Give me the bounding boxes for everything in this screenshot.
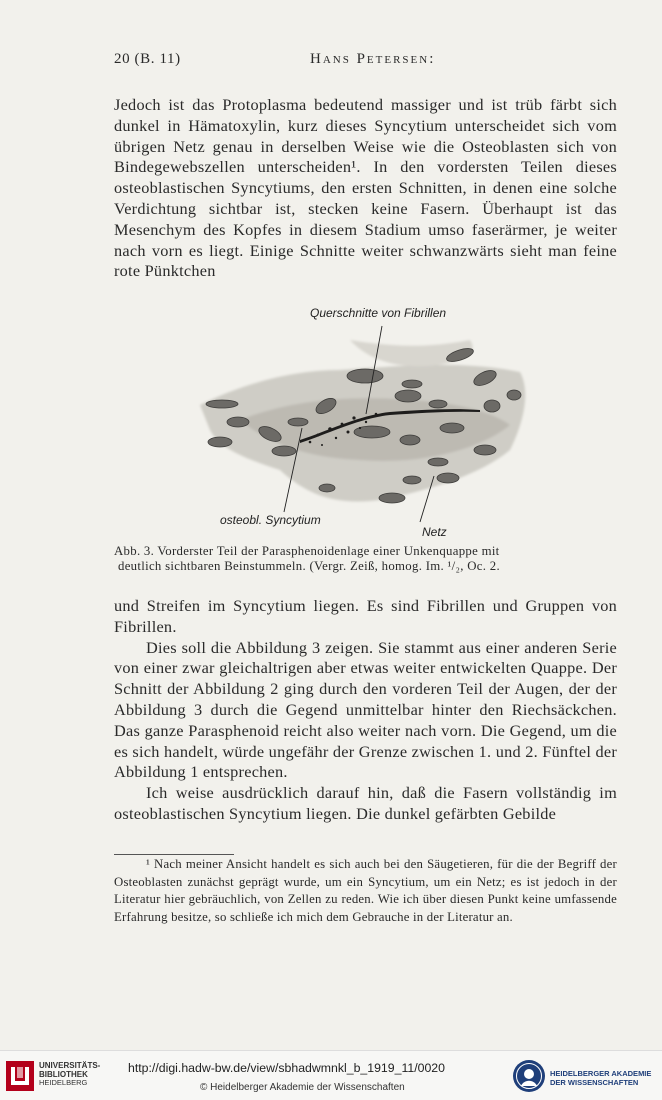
histology-figure xyxy=(180,300,550,540)
academy-seal-icon xyxy=(512,1059,546,1093)
paragraph: und Streifen im Syncytium liegen. Es sind Fibrillen und Gruppen von Fibrillen. xyxy=(114,596,617,636)
body-text-bottom xyxy=(114,596,617,825)
library-name: UNIVERSITÄTS- BIBLIOTHEK HEIDELBERG xyxy=(39,1061,101,1087)
label-syncytium: osteobl. Syncytium xyxy=(220,513,321,527)
running-header xyxy=(114,51,617,73)
page-number: 20 (B. 11) xyxy=(114,51,181,67)
caption-line-1: Abb. 3. Vorderster Teil der Parasphenoidenlage einer Unkenquappe mit xyxy=(114,544,500,558)
label-netz: Netz xyxy=(422,525,447,539)
figure-caption xyxy=(114,544,617,574)
body-text-top xyxy=(114,95,617,282)
paragraph: Jedoch ist das Protoplasma bedeutend massiger und ist trüb färbt sich dunkel in Hämatoxylin, kurz dieses Syncytium unterscheidet sich vom übrigen Netz genau in derselben Weise wie die Osteoblasten sich von Bindegewebszellen unterscheiden¹. In den vordersten Teilen dieses osteoblastischen Syncytiums, den ersten Schnitten, in denen eine solche Verdichtung sichtbar ist, stecken keine Fasern. Überhaupt ist das Mesenchym des Kopfes in diesem Stadium umso faserärmer, je weiter nach vorn es liegt. Einige Schnitte weiter schwanzwärts sieht man feine rote Pünktchen xyxy=(114,95,617,281)
library-logo-block[interactable] xyxy=(6,1061,126,1095)
source-url-link[interactable]: http://digi.hadw-bw.de/view/sbhadwmnkl_b_1919_11/0020 xyxy=(128,1061,445,1075)
academy-logo-block[interactable] xyxy=(512,1059,662,1097)
copyright-notice: © Heidelberger Akademie der Wissenschaften xyxy=(200,1082,405,1093)
footnote xyxy=(114,856,617,926)
footnote-text: ¹ Nach meiner Ansicht handelt es sich auch bei den Säugetieren, für die der Begriff der Osteoblasten zunächst geprägt wurde, um ein Syncytium, um ein Netz; es ist jedoch in der Literatur hier gebräuchlich, von Zellen zu reden. Wie ich über diesen Punkt keine umfassende Erfahrung besitze, so schließe ich mich dem Gebrauche in der Literatur an. xyxy=(114,857,617,924)
footnote-divider xyxy=(114,854,234,855)
running-head-author: Hans Petersen: xyxy=(310,51,436,67)
university-library-logo-icon xyxy=(6,1061,34,1091)
paragraph: Ich weise ausdrücklich darauf hin, daß die Fasern vollständig im osteoblastischen Syncytium liegen. Die dunkel gefärbten Gebilde xyxy=(114,783,617,823)
label-fibrils: Querschnitte von Fibrillen xyxy=(310,306,447,320)
paragraph: Dies soll die Abbildung 3 zeigen. Sie stammt aus einer anderen Serie von einer zwar gleichaltrigen aber etwas weiter entwickelten Quappe. Der Schnitt der Abbildung 2 ging durch den vorderen Teil der Augen, der der Abbildung 3 durch die Gegend unmittelbar hinter den Riechsäckchen. Das ganze Parasphenoid reicht also weiter nach vorn. Die Gegend, um die es sich handelt, würde ungefähr der Grenze zwischen 1. und 2. Fünftel der Abbildung 1 entsprechen. xyxy=(114,637,617,782)
digitization-footer xyxy=(0,1050,662,1100)
caption-line-2: deutlich sichtbaren Beinstummeln. (Vergr. Zeiß, homog. Im. ¹/₂, Oc. 2. xyxy=(118,559,500,573)
academy-name: HEIDELBERGER AKADEMIE DER WISSENSCHAFTEN xyxy=(550,1069,652,1087)
